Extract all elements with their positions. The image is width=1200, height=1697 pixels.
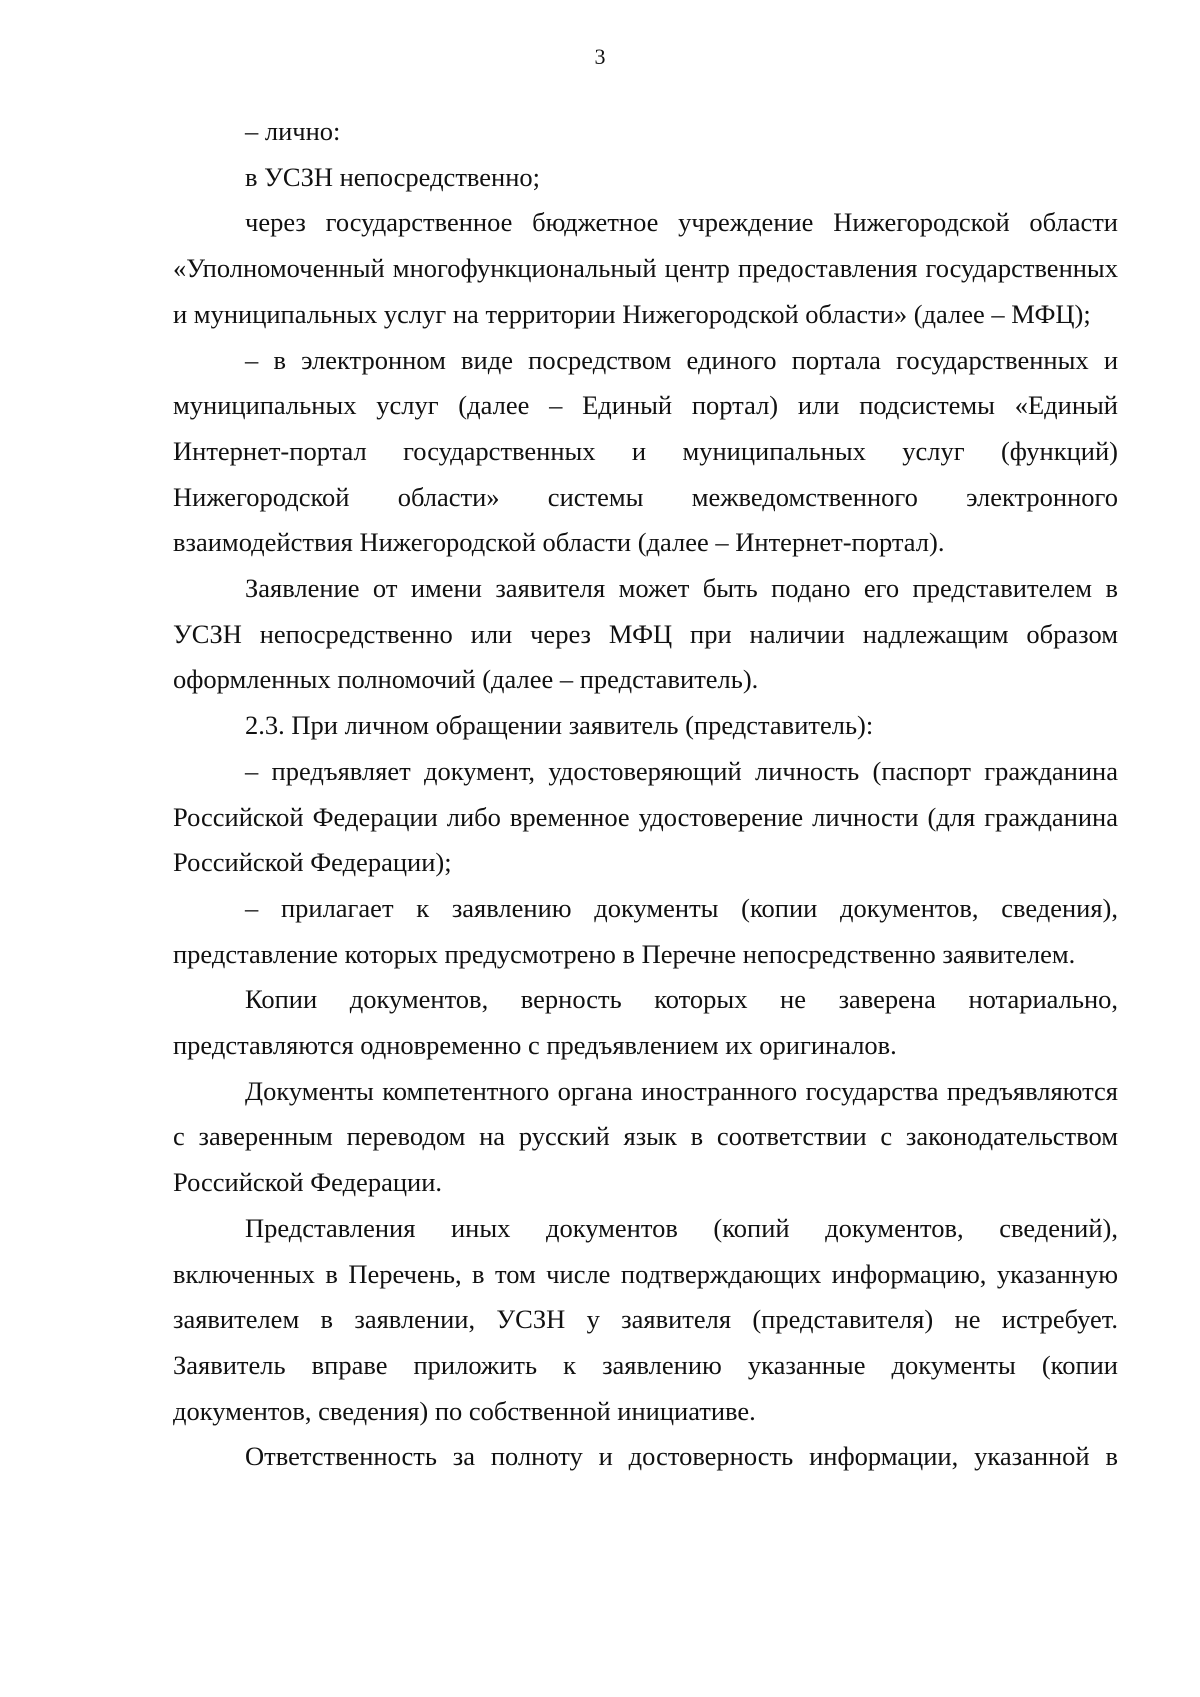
paragraph-copies: Копии документов, верность которых не заверена нотариально, представляются одновременно с предъявлением их оригиналов. xyxy=(173,984,1118,1061)
paragraph-responsibility: Ответственность за полноту и достоверность информации, указанной в xyxy=(245,1441,1118,1472)
paragraph-other-documents: Представления иных документов (копий документов, сведений), включенных в Перечень, в том числе подтверждающих информацию, указанную заявителем в заявлении, УСЗН у заявителя (представителя) не истребует. Заявитель вправе приложить к заявлению указанные документы (копии документов, сведения) по собственной инициативе. xyxy=(173,1212,1118,1426)
paragraph-attaches-documents: – прилагает к заявлению документы (копии документов, сведения), представление которых предусмотрено в Перечне непосредственно заявителем. xyxy=(173,892,1118,969)
paragraph-personally: – лично: xyxy=(245,116,341,146)
paragraph-foreign-documents: Документы компетентного органа иностранного государства предъявляются с заверенным переводом на русский язык в соответствии с законодательством Российской Федерации. xyxy=(173,1075,1118,1198)
paragraph-representative: Заявление от имени заявителя может быть подано его представителем в УСЗН непосредственно или через МФЦ при наличии надлежащим образом оформленных полномочий (далее – представитель). xyxy=(173,573,1118,695)
paragraph-presents-id: – предъявляет документ, удостоверяющий личность (паспорт гражданина Российской Федерации либо временное удостоверение личности (для гражданина Российской Федерации); xyxy=(173,755,1118,878)
page-number: 3 xyxy=(594,44,606,69)
paragraph-electronic: – в электронном виде посредством единого портала государственных и муниципальных услуг (далее – Единый портал) или подсистемы «Единый Интернет-портал государственных и муниципальных услуг (функций) Нижегородской области» системы межведомственного электронного взаимодействия Нижегородской области (далее – Интернет-портал). xyxy=(173,344,1118,558)
document-body xyxy=(173,109,1118,1480)
paragraph-via-mfc: через государственное бюджетное учреждение Нижегородской области «Уполномоченный многофункциональный центр предоставления государственных и муниципальных услуг на территории Нижегородской области» (далее – МФЦ); xyxy=(173,207,1118,329)
paragraph-section-2-3: 2.3. При личном обращении заявитель (представитель): xyxy=(245,710,874,741)
paragraph-uszn-directly: в УСЗН непосредственно; xyxy=(245,161,540,192)
